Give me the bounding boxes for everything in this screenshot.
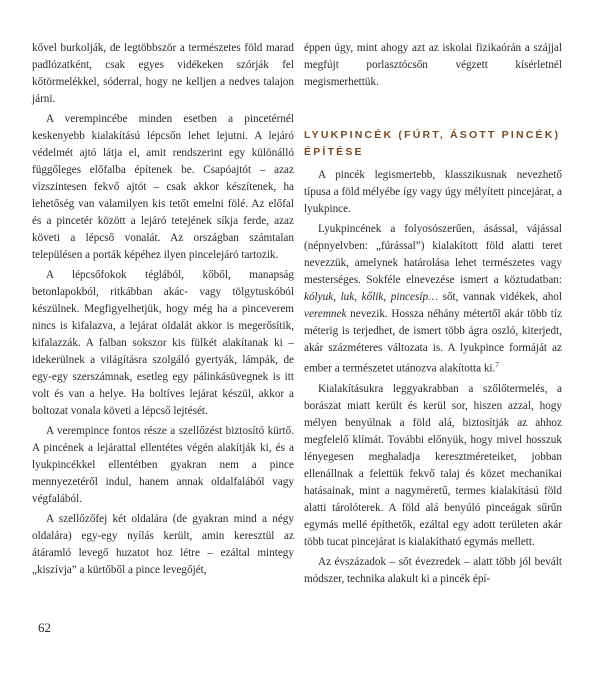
paragraph: Kialakításukra leggyakrabban a szőlőtermelés, a borászat miatt került és kerül sor, hiszen azzal, hogy mélyen benyúlnak a föld alá, biztosítják az ahhoz megfelelő klímát. További előnyük, hogy mivel hosszuk lényegesen meghaladja keresztméreteiket, jobban ellenállnak a felettük fekvő talaj és közet mechanikai hatásainak, mint a nagyméretű, termes kialakítású föld alatti tárolóterek. A föld alá benyúló pinceágak sűrűn egymás mellé építhetők, ezáltal egy adott területen akár több tucat pincejárat is kialakítható egymás mellett. [304, 382, 562, 548]
footnote-ref[interactable]: 7 [495, 361, 499, 369]
paragraph: A lépcsőfokok téglából, kőből, manapság betonlapokból, ritkábban akác- vagy tölgytuskóból készülnek. Megfigyelhetjük, hogy még ha a pinceverem nincs is kifalazva, a lejárat oldalát akkor is megerősítik, kifalazzák. A falban sokszor kis fülkét alakítanak ki – idekerülnek a világításra szolgáló gyertyák, lámpák, de egy-egy szerszámnak, esetleg egy pálinkásüvegnek is itt volt és van a helye. Ha boltíves lejárat készül, akkor a boltozat vonala követi a lépcső lejtését. [32, 269, 294, 417]
paragraph: A pincék legismertebb, klasszikusnak nevezhető típusa a föld mélyébe így vagy úgy mélyített pincejárat, a lyukpince. [304, 169, 562, 215]
paragraph: A szellőzőfej két oldalára (de gyakran mind a négy oldalára) egy-egy nyílás került, amin keresztül az átáramló levegő huzatot hoz létre – ezáltal mintegy „kiszívja” a kürtőből a pince levegőjét, [32, 513, 294, 576]
italic-term: veremnek [304, 308, 347, 320]
italic-terms: kólyuk, luk, kőlik, pincesíp… [304, 291, 438, 303]
paragraph: A verempincébe minden esetben a pincetérnél keskenyebb kialakítású lépcsőn lehet lejutni. A lejáró védelmét ajtó látja el, amit rendszerint egy különálló függőleges előfalba építenek be. Csapóajtót – azaz vízszintesen fekvő ajtót – csak akkor készítenek, ha lehetőség van valamilyen kis tetőt emelni fölé. Az előfal és a pincetér között a lejáró tetejének síkja ferde, azaz követi a lépcső vonalát. Az országban számtalan településen a porták képéhez ilyen pincelejáró tartozik. [32, 113, 294, 261]
paragraph [304, 221, 562, 378]
left-column [32, 40, 294, 579]
right-column [304, 40, 562, 588]
text-run: sőt, vannak vidékek, ahol [438, 291, 562, 303]
text-run: Lyukpincének a folyosószerűen, ásással, vájással (népnyelvben: „fúrással”) kialakított föld alatti teret nevezzük, amelynek határolása lehet természetes vagy mesterséges. Sokféle elnevezése ismert a köztudatban: [304, 223, 562, 286]
text-run: nevezik. Hossza néhány métertől akár több tíz méterig is terjedhet, de ismert több ágra oszló, kiterjedt, akár százméteres változata is. A lyukpince formáját az ember a természetet utánozva alakította ki. [304, 308, 562, 375]
paragraph: éppen úgy, mint ahogy azt az iskolai fizikaórán a szájjal megfújt porlasztócsőn végzett kísérletnél megismerhettük. [304, 42, 562, 88]
paragraph: A verempince fontos része a szellőzést biztosító kürtő. A pincének a lejárattal ellentétes végén alakítják ki, és a lyukpincékkel ellentétben gyakran nem a pince mennyezetéről indul, hanem annak oldalfalából vagy végfalából. [32, 425, 294, 505]
page-number: 62 [38, 620, 51, 635]
section-heading: LYUKPINCÉK (FÚRT, ÁSOTT PINCÉK) ÉPÍTÉSE [304, 129, 561, 158]
paragraph: Az évszázadok – sőt évezredek – alatt több jól bevált módszer, technika alakult ki a pincék épí- [304, 555, 562, 585]
paragraph: kővel burkolják, de legtöbbször a természetes föld marad padlózatként, csak egyes vidékeken szórják fel kőtörmelékkel, sóderral, hogy ne kelljen a nedves talajon járni. [32, 42, 294, 105]
